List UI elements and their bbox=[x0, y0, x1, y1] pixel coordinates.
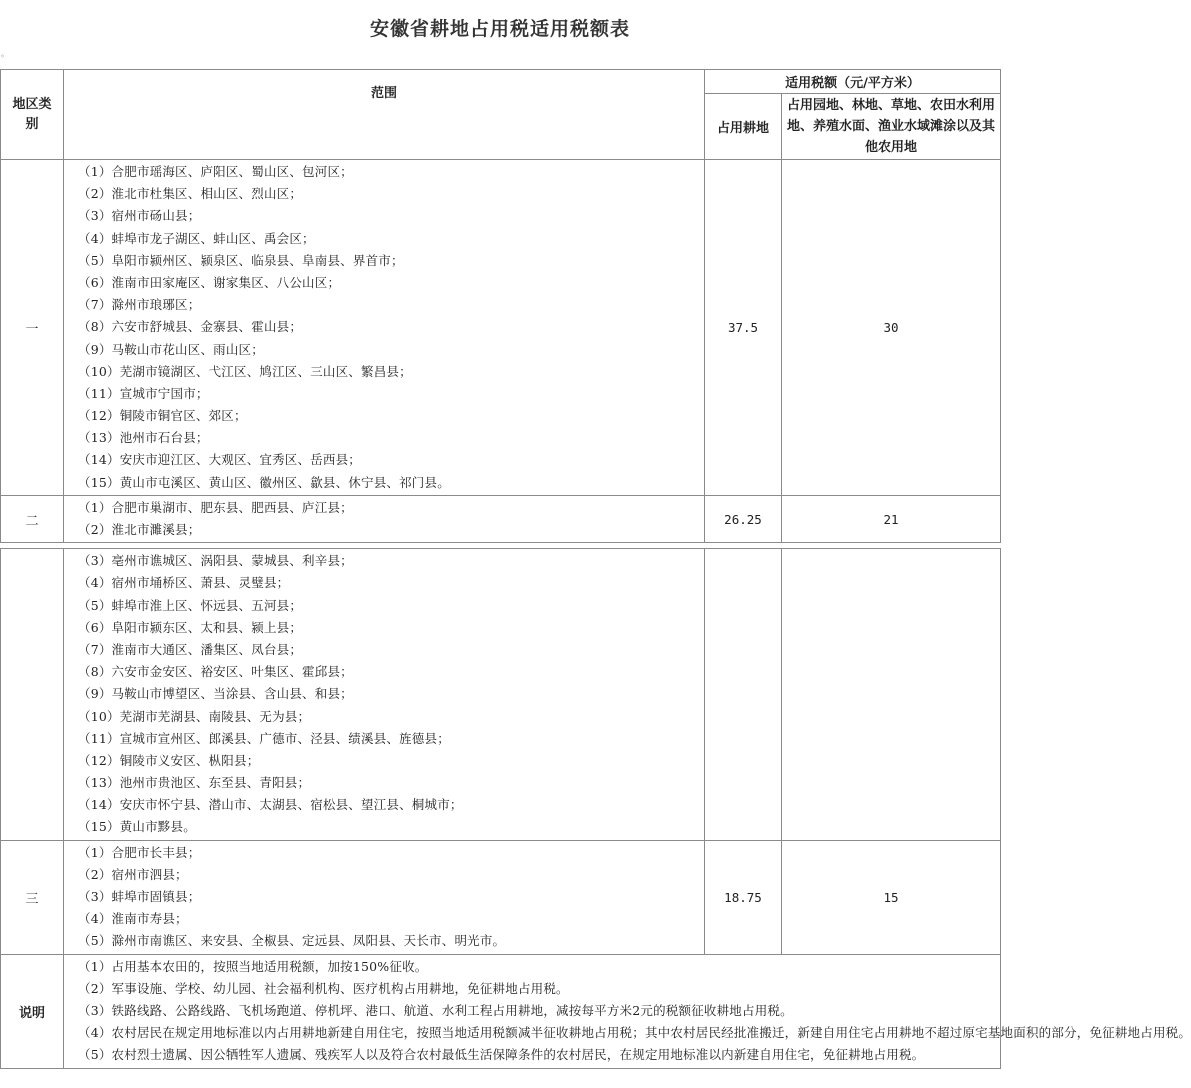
list-item: （8）六安市舒城县、金寨县、霍山县； bbox=[78, 319, 303, 335]
list-item: （10）芜湖市芜湖县、南陵县、无为县； bbox=[78, 708, 311, 724]
scope-cell-3 bbox=[64, 840, 705, 954]
region-cell-3: 三 bbox=[1, 840, 64, 954]
list-item: （10）芜湖市镜湖区、弋江区、鸠江区、三山区、繁昌县； bbox=[78, 363, 412, 379]
note-item: （3）铁路线路、公路线路、飞机场跑道、停机坪、港口、航道、水利工程占用耕地，减按每平方米2元的税额征收耕地占用税。 bbox=[78, 1002, 793, 1018]
list-item: （15）黄山市黟县。 bbox=[78, 819, 196, 835]
list-item: （2）淮北市杜集区、相山区、烈山区； bbox=[78, 186, 303, 202]
note-item: （1）占用基本农田的，按照当地适用税额，加按150%征收。 bbox=[78, 958, 428, 974]
other-rate-2-cont bbox=[782, 549, 1001, 840]
list-item: （12）铜陵市义安区、枞阳县； bbox=[78, 752, 260, 768]
region-cell-1: 一 bbox=[1, 160, 64, 496]
farmland-rate-2-cont bbox=[705, 549, 782, 840]
scope-cell-2-cont bbox=[64, 549, 705, 840]
list-item: （3）宿州市砀山县； bbox=[78, 208, 201, 224]
region-cell-2: 二 bbox=[1, 495, 64, 542]
header-scope: 范围 bbox=[64, 70, 705, 160]
note-item: （4）农村居民在规定用地标准以内占用耕地新建自用住宅，按照当地适用税额减半征收耕地占用税；其中农村居民经批准搬迁，新建自用住宅占用耕地不超过原宅基地面积的部分，免征耕地占用税。 bbox=[78, 1025, 1191, 1041]
list-item: （11）宣城市宁国市； bbox=[78, 385, 209, 401]
list-item: （15）黄山市屯溪区、黄山区、徽州区、歙县、休宁县、祁门县。 bbox=[78, 474, 450, 490]
list-item: （5）滁州市南谯区、来安县、全椒县、定远县、凤阳县、天长市、明光市。 bbox=[78, 933, 506, 949]
farmland-rate-2: 26.25 bbox=[705, 495, 782, 542]
header-rate: 适用税额（元/平方米） bbox=[705, 70, 1001, 94]
scope-cell-2 bbox=[64, 495, 705, 542]
list-item: （14）安庆市迎江区、大观区、宜秀区、岳西县； bbox=[78, 452, 362, 468]
list-item: （3）亳州市谯城区、涡阳县、蒙城县、利辛县； bbox=[78, 553, 353, 569]
header-farmland: 占用耕地 bbox=[705, 94, 782, 160]
list-item: （1）合肥市长丰县； bbox=[78, 844, 201, 860]
list-item: （8）六安市金安区、裕安区、叶集区、霍邱县； bbox=[78, 664, 353, 680]
note-item: （2）军事设施、学校、幼儿园、社会福利机构、医疗机构占用耕地，免征耕地占用税。 bbox=[78, 980, 569, 996]
list-item: （12）铜陵市铜官区、郊区； bbox=[78, 408, 247, 424]
list-item: （13）池州市石台县； bbox=[78, 430, 209, 446]
header-region: 地区类别 bbox=[1, 70, 64, 160]
list-item: （4）淮南市寿县； bbox=[78, 911, 188, 927]
notes-cell bbox=[64, 954, 1191, 1068]
list-item: （9）马鞍山市博望区、当涂县、含山县、和县； bbox=[78, 686, 353, 702]
scope-cell-1 bbox=[64, 160, 705, 496]
page-title: 安徽省耕地占用税适用税额表 bbox=[369, 18, 630, 40]
list-item: （13）池州市贵池区、东至县、青阳县； bbox=[78, 775, 311, 791]
list-item: （11）宣城市宣州区、郎溪县、广德市、泾县、绩溪县、旌德县； bbox=[78, 730, 450, 746]
farmland-rate-3: 18.75 bbox=[705, 840, 782, 954]
notes-label: 说明 bbox=[1, 954, 64, 1068]
list-item: （4）宿州市埇桥区、萧县、灵璧县； bbox=[78, 575, 290, 591]
list-item: （9）马鞍山市花山区、雨山区； bbox=[78, 341, 264, 357]
list-item: （2）宿州市泗县； bbox=[78, 866, 188, 882]
list-item: （2）淮北市濉溪县； bbox=[78, 522, 201, 537]
list-item: （7）淮南市大通区、潘集区、凤台县； bbox=[78, 641, 303, 657]
small-mark: ◦ bbox=[0, 52, 5, 61]
list-item: （1）合肥市瑶海区、庐阳区、蜀山区、包河区； bbox=[78, 164, 353, 179]
farmland-rate-1: 37.5 bbox=[705, 160, 782, 496]
other-rate-3: 15 bbox=[782, 840, 1001, 954]
region-cell-2-cont bbox=[1, 549, 64, 840]
list-item: （3）蚌埠市固镇县； bbox=[78, 889, 201, 904]
list-item: （14）安庆市怀宁县、潜山市、太湖县、宿松县、望江县、桐城市； bbox=[78, 797, 463, 813]
list-item: （5）蚌埠市淮上区、怀远县、五河县； bbox=[78, 597, 303, 613]
list-item: （6）阜阳市颍东区、太和县、颍上县； bbox=[78, 619, 303, 635]
list-item: （5）阜阳市颍州区、颍泉区、临泉县、阜南县、界首市； bbox=[78, 252, 404, 268]
list-item: （1）合肥市巢湖市、肥东县、肥西县、庐江县； bbox=[78, 499, 353, 515]
list-item: （7）滁州市琅琊区； bbox=[78, 297, 201, 313]
other-rate-1: 30 bbox=[782, 160, 1001, 496]
header-other-land: 占用园地、林地、草地、农田水利用地、养殖水面、渔业水域滩涂以及其他农用地 bbox=[782, 94, 1001, 160]
note-item: （5）农村烈士遗属、因公牺牲军人遗属、残疾军人以及符合农村最低生活保障条件的农村居民，在规定用地标准以内新建自用住宅，免征耕地占用税。 bbox=[78, 1047, 925, 1063]
list-item: （6）淮南市田家庵区、谢家集区、八公山区； bbox=[78, 274, 341, 290]
tax-rate-table bbox=[0, 69, 1191, 1069]
other-rate-2: 21 bbox=[782, 495, 1001, 542]
list-item: （4）蚌埠市龙子湖区、蚌山区、禹会区； bbox=[78, 230, 315, 246]
